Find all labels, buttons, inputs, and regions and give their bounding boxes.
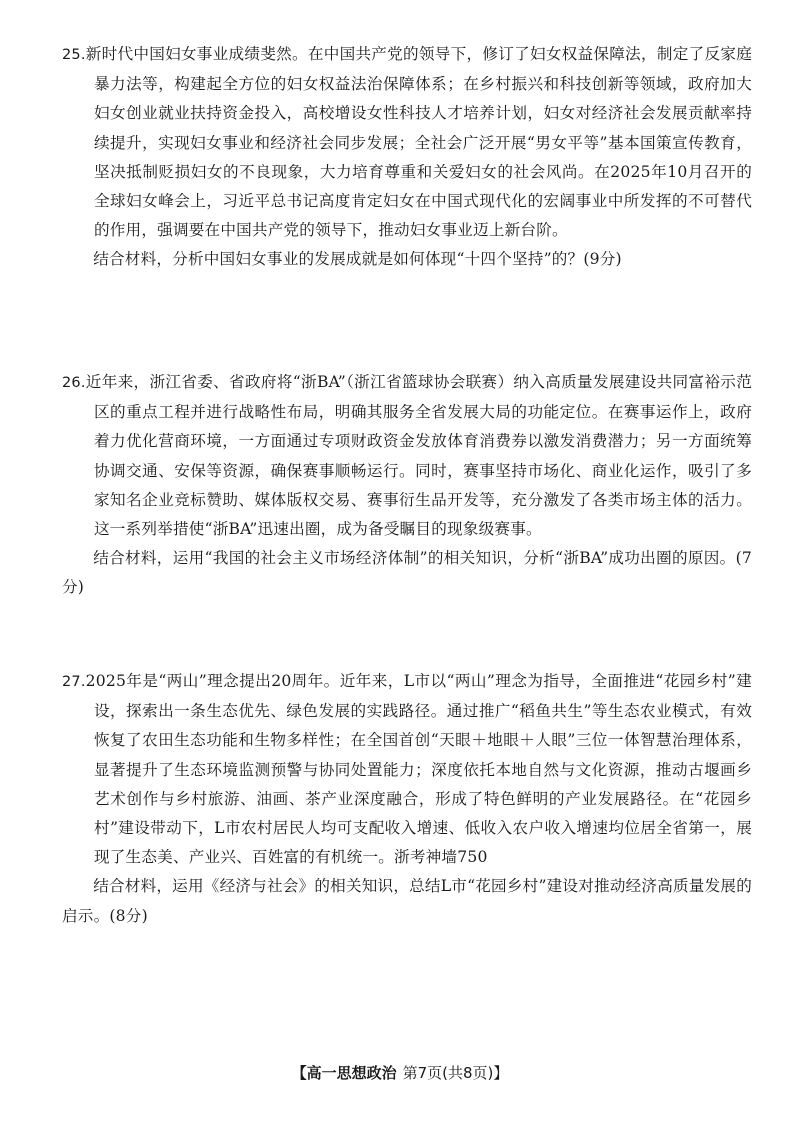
question-prompt: 结合材料，运用《经济与社会》的相关知识，总结L市“花园乡村”建设对推动经济高质量发展的启示。(8分) bbox=[62, 877, 752, 925]
footer-subject: 【高一思想政治 bbox=[291, 1064, 397, 1082]
page-footer bbox=[0, 1062, 800, 1083]
question-material bbox=[62, 667, 752, 872]
question-27 bbox=[62, 667, 752, 931]
question-number: 27. bbox=[62, 674, 86, 690]
footer-page-info: 第7页(共8页)】 bbox=[402, 1064, 509, 1082]
question-number: 25. bbox=[62, 47, 86, 63]
material-text: 新时代中国妇女事业成绩斐然。在中国共产党的领导下，修订了妇女权益保障法，制定了反家庭暴力法等，构建起全方位的妇女权益法治保障体系；在乡村振兴和科技创新等领域，政府加大妇女创业就业扶持资金投入，高校增设女性科技人才培养计划，妇女对经济社会发展贡献率持续提升，实现妇女事业和经济社会同步发展；全社会广泛开展“男女平等”基本国策宣传教育，坚决抵制贬损妇女的不良现象，大力培育尊重和关爱妇女的社会风尚。在2025年10月召开的全球妇女峰会上，习近平总书记高度肯定妇女在中国式现代化的宏阔事业中所发挥的不可替代的作用，强调要在中国共产党的领导下，推动妇女事业迈上新台阶。 bbox=[85, 45, 752, 240]
question-26 bbox=[62, 368, 752, 603]
question-material bbox=[62, 40, 752, 245]
question-prompt: 结合材料，分析中国妇女事业的发展成就是如何体现“十四个坚持”的？(9分) bbox=[93, 250, 622, 269]
material-text: 近年来，浙江省委、省政府将“浙BA”（浙江省篮球协会联赛）纳入高质量发展建设共同富裕示范区的重点工程并进行战略性布局，明确其服务全省发展大局的功能定位。在赛事运作上，政府着力优化营商环境，一方面通过专项财政资金发放体育消费券以激发消费潜力；另一方面统筹协调交通、安保等资源，确保赛事顺畅运行。同时，赛事坚持市场化、商业化运作，吸引了多家知名企业竞标赞助、媒体版权交易、赛事衍生品开发等，充分激发了各类市场主体的活力。这一系列举措使“浙BA”迅速出圈，成为备受瞩目的现象级赛事。 bbox=[85, 373, 752, 539]
question-25 bbox=[62, 40, 752, 275]
question-number: 26. bbox=[62, 375, 86, 391]
question-prompt: 结合材料，运用“我国的社会主义市场经济体制”的相关知识，分析“浙BA”成功出圈的原因。(7分) bbox=[62, 549, 752, 597]
question-material bbox=[62, 368, 752, 544]
material-text: 2025年是“两山”理念提出20周年。近年来，L市以“两山”理念为指导，全面推进“花园乡村”建设，探索出一条生态优先、绿色发展的实践路径。通过推广“稻鱼共生”等生态农业模式，有效恢复了农田生态功能和生物多样性；在全国首创“天眼＋地眼＋人眼”三位一体智慧治理体系，显著提升了生态环境监测预警与协同处置能力；深度依托本地自然与文化资源，推动古堰画乡艺术创作与乡村旅游、油画、茶产业深度融合，形成了特色鲜明的产业发展路径。在“花园乡村”建设带动下，L市农村居民人均可支配收入增速、低收入农户收入增速均位居全省第一，展现了生态美、产业兴、百姓富的有机统一。浙考神墙750 bbox=[85, 672, 752, 867]
